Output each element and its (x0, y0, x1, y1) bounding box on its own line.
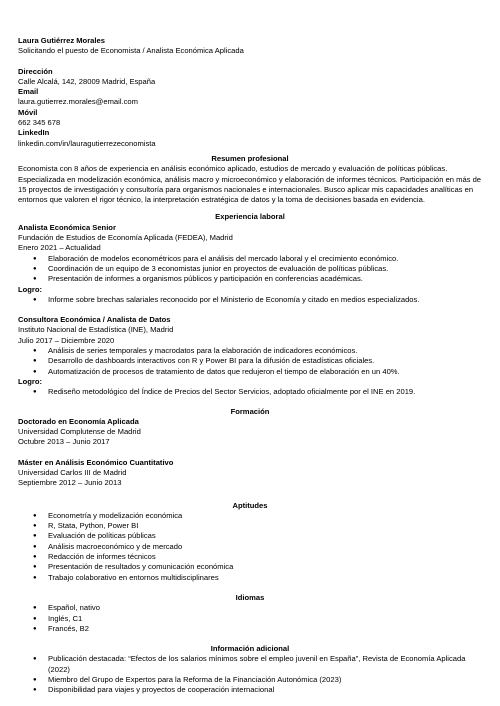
list-item: ● Disponibilidad para viajes y proyectos de cooperación internacional (18, 685, 482, 695)
list-item: ● Coordinación de un equipo de 3 economistas junior en proyectos de evaluación de políticas públicas. (18, 264, 482, 274)
mobile-label: Móvil (18, 107, 38, 117)
list-item: ● Econometría y modelización económica (18, 511, 482, 521)
skills-list (18, 511, 482, 583)
list-item: ● Español, nativo (18, 603, 482, 613)
list-item: ● Elaboración de modelos econométricos para el análisis del mercado laboral y el crecimiento económico. (18, 254, 482, 264)
additional-info-heading: Información adicional (210, 644, 290, 654)
job-entry (18, 315, 482, 397)
mobile-value: 662 345 678 (18, 118, 61, 128)
address-label: Dirección (18, 66, 53, 76)
job-role: Analista Económica Senior (18, 222, 116, 232)
job-duties-list (18, 346, 482, 377)
achievement-list (18, 295, 482, 305)
degree-title: Doctorado en Economía Aplicada (18, 416, 139, 426)
list-item: ● Informe sobre brechas salariales reconocido por el Ministerio de Economía y citado en medios especializados. (18, 295, 482, 305)
list-item: ● Publicación destacada: “Efectos de los salarios mínimos sobre el empleo juvenil en España”, Revista de Economía Aplicada (2022) (18, 654, 482, 675)
summary-text: Economista con 8 años de experiencia en análisis económico aplicado, estudios de mercado y evaluación de políticas públicas. Especializada en modelización económica, análisis macro y microeconómico y elaboración de informes técnicos. Participación en más de 15 proyectos de investigación y consultoría para organismos nacionales e internacionales. Busco aplicar mis capacidades analíticas en entornos que valoren el rigor técnico, la interpretación estratégica de datos y la toma de decisiones basada en evidencia. (18, 164, 482, 205)
linkedin-label: LinkedIn (18, 128, 50, 138)
list-item: ● Análisis macroeconómico y de mercado (18, 542, 482, 552)
list-item: ● Inglés, C1 (18, 614, 482, 624)
list-item: ● Automatización de procesos de tratamiento de datos que redujeron el tiempo de elaboración en un 40%. (18, 367, 482, 377)
job-duties-list (18, 254, 482, 285)
address-value: Calle Alcalá, 142, 28009 Madrid, España (18, 76, 156, 86)
achievement-list (18, 387, 482, 397)
summary-heading: Resumen profesional (211, 153, 289, 163)
contact-section (18, 67, 482, 149)
job-organization: Instituto Nacional de Estadística (INE), Madrid (18, 325, 174, 335)
achievement-label: Logro: (18, 284, 43, 294)
experience-heading: Experiencia laboral (215, 212, 285, 222)
list-item: ● Desarrollo de dashboards interactivos con R y Power BI para la difusión de estadísticas oficiales. (18, 356, 482, 366)
degree-school: Universidad Carlos III de Madrid (18, 467, 127, 477)
languages-list (18, 603, 482, 634)
additional-info-list (18, 654, 482, 695)
list-item: ● Redacción de informes técnicos (18, 552, 482, 562)
list-item: ● Miembro del Grupo de Expertos para la Reforma de la Financiación Autonómica (2023) (18, 675, 482, 685)
email-label: Email (18, 87, 39, 97)
achievement-label: Logro: (18, 376, 43, 386)
list-item: ● Análisis de series temporales y macrodatos para la elaboración de indicadores económicos. (18, 346, 482, 356)
job-dates: Enero 2021 – Actualidad (18, 243, 101, 253)
education-heading: Formación (230, 406, 270, 416)
education-entry (18, 417, 482, 448)
list-item: ● Presentación de resultados y comunicación económica (18, 562, 482, 572)
job-entry (18, 223, 482, 305)
job-dates: Julio 2017 – Diciembre 2020 (18, 335, 115, 345)
resume-header (18, 36, 482, 57)
candidate-name: Laura Gutiérrez Morales (18, 36, 105, 45)
job-role: Consultora Económica / Analista de Datos (18, 315, 171, 325)
job-organization: Fundación de Estudios de Economía Aplicada (FEDEA), Madrid (18, 233, 233, 243)
list-item: ● Trabajo colaborativo en entornos multidisciplinares (18, 573, 482, 583)
degree-title: Máster en Análisis Económico Cuantitativo (18, 457, 174, 467)
skills-heading: Aptitudes (232, 500, 268, 510)
email-value[interactable]: laura.gutierrez.morales@email.com (18, 97, 138, 107)
list-item: ● Rediseño metodológico del Índice de Precios del Sector Servicios, adoptado oficialmente por el INE en 2019. (18, 387, 482, 397)
degree-school: Universidad Complutense de Madrid (18, 427, 141, 437)
languages-heading: Idiomas (235, 592, 265, 602)
list-item: ● Presentación de informes a organismos públicos y participación en conferencias académicas. (18, 274, 482, 284)
degree-dates: Septiembre 2012 – Junio 2013 (18, 478, 122, 488)
candidate-subtitle: Solicitando el puesto de Economista / Analista Económica Aplicada (18, 46, 244, 56)
linkedin-value[interactable]: linkedin.com/in/lauragutierrezeconomista (18, 138, 156, 148)
list-item: ● Francés, B2 (18, 624, 482, 634)
education-entry (18, 458, 482, 489)
list-item: ● Evaluación de políticas públicas (18, 531, 482, 541)
list-item: ● R, Stata, Python, Power BI (18, 521, 482, 531)
degree-dates: Octubre 2013 – Junio 2017 (18, 437, 110, 447)
